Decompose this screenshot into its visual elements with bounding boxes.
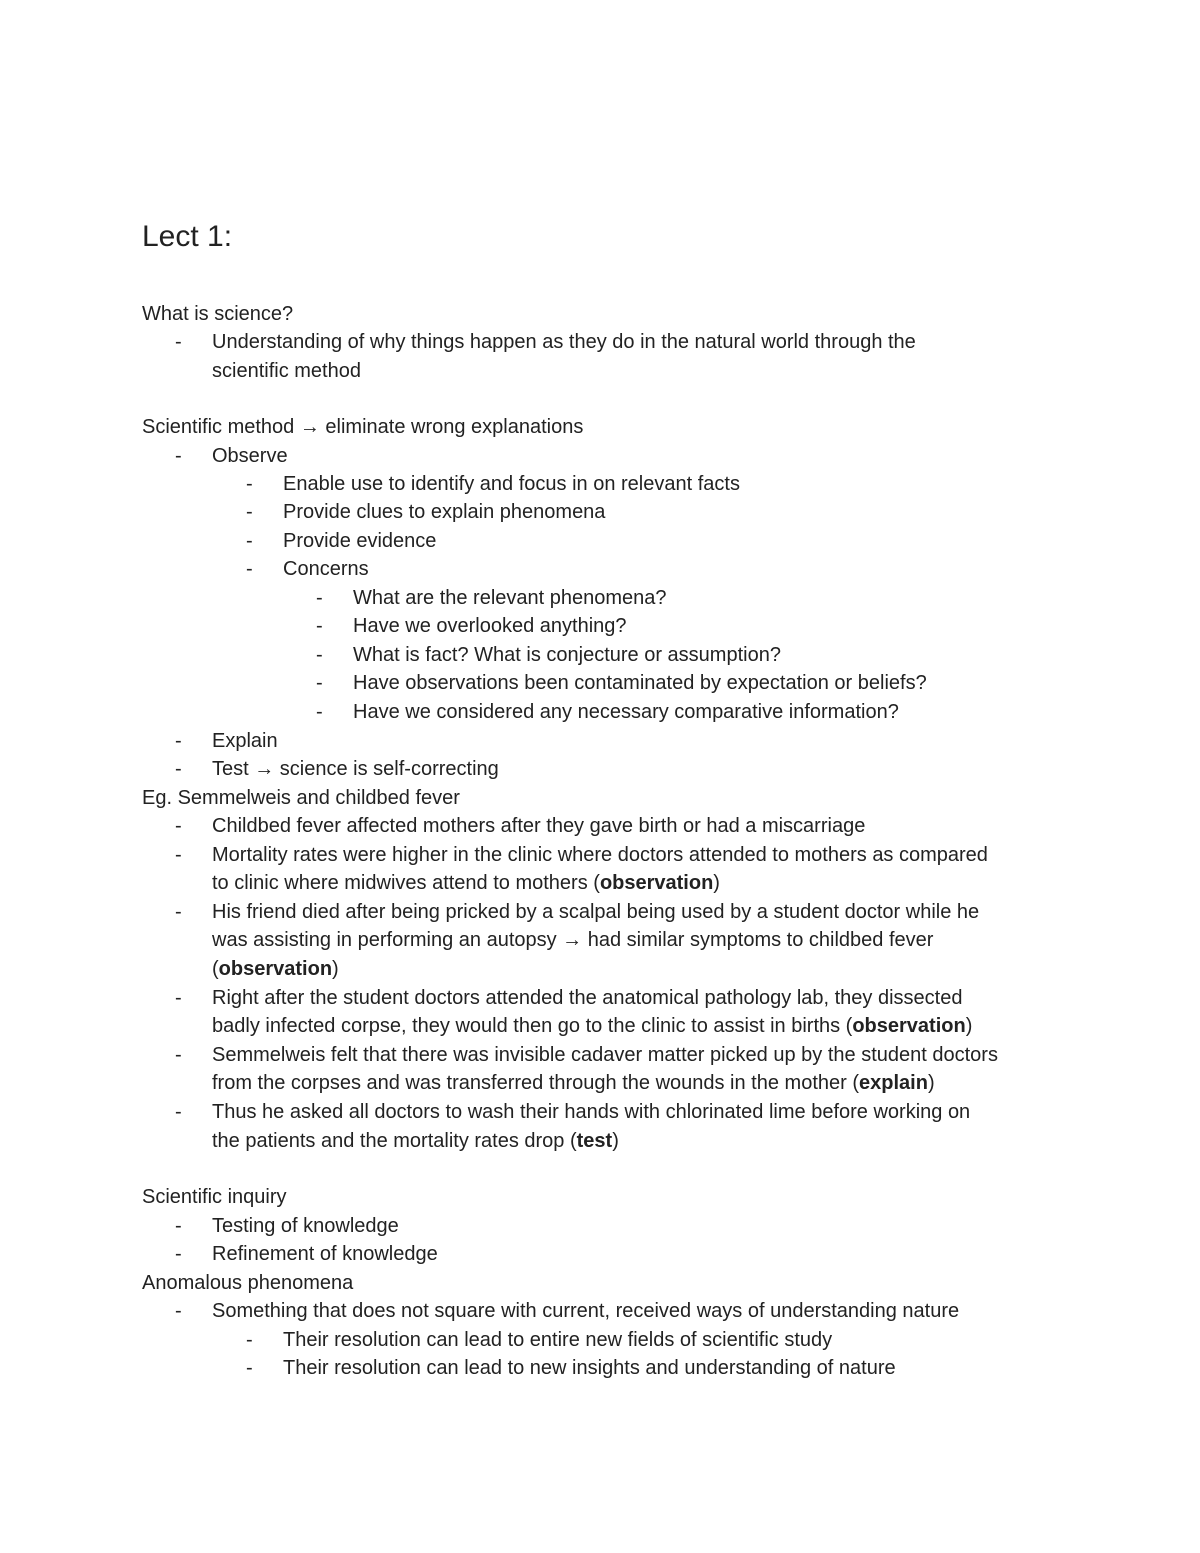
- list-item-continuation: to clinic where midwives attend to mothers (observation): [212, 872, 720, 894]
- list-item-continuation: badly infected corpse, they would then go to the clinic to assist in births (observation): [212, 1015, 973, 1037]
- list-item: - Right after the student doctors attended the anatomical pathology lab, they dissected: [175, 987, 963, 1009]
- list-item: - Their resolution can lead to entire new fields of scientific study: [246, 1329, 833, 1351]
- list-item: - Have observations been contaminated by expectation or beliefs?: [316, 672, 927, 694]
- list-item-continuation: (observation): [212, 958, 339, 980]
- list-item: - Testing of knowledge: [175, 1215, 399, 1237]
- heading-anomalous-phenomena: Anomalous phenomena: [142, 1272, 354, 1294]
- list-item: - Enable use to identify and focus in on relevant facts: [246, 473, 740, 495]
- list-item: - Semmelweis felt that there was invisible cadaver matter picked up by the student doctors: [175, 1044, 998, 1066]
- list-item: - What is fact? What is conjecture or assumption?: [316, 644, 781, 666]
- list-item-observe: - Observe: [175, 445, 288, 467]
- list-item-continuation: the patients and the mortality rates drop (test): [212, 1130, 619, 1152]
- list-item: - Their resolution can lead to new insights and understanding of nature: [246, 1357, 896, 1379]
- list-item: - Childbed fever affected mothers after they gave birth or had a miscarriage: [175, 815, 866, 837]
- list-item: - What are the relevant phenomena?: [316, 587, 667, 609]
- list-item-continuation: from the corpses and was transferred through the wounds in the mother (explain): [212, 1072, 935, 1094]
- list-item: - Mortality rates were higher in the clinic where doctors attended to mothers as compared: [175, 844, 988, 866]
- heading-scientific-inquiry: Scientific inquiry: [142, 1186, 287, 1208]
- list-item: - Thus he asked all doctors to wash their hands with chlorinated lime before working on: [175, 1101, 971, 1123]
- heading-scientific-method: Scientific method → eliminate wrong explanations: [142, 416, 584, 438]
- list-item: - Refinement of knowledge: [175, 1243, 438, 1265]
- list-item-continuation: was assisting in performing an autopsy → had similar symptoms to childbed fever: [212, 929, 934, 951]
- list-item: - Have we overlooked anything?: [316, 615, 627, 637]
- page-title: Lect 1:: [142, 220, 233, 253]
- list-item: - Something that does not square with current, received ways of understanding nature: [175, 1300, 960, 1322]
- list-item-test: - Test → science is self-correcting: [175, 758, 499, 780]
- heading-example: Eg. Semmelweis and childbed fever: [142, 787, 460, 809]
- list-item: - Understanding of why things happen as they do in the natural world through the: [175, 331, 916, 353]
- heading-what-is-science: What is science?: [142, 303, 294, 325]
- list-item: - Have we considered any necessary comparative information?: [316, 701, 899, 723]
- list-item-explain: - Explain: [175, 730, 278, 752]
- list-item: - Provide clues to explain phenomena: [246, 501, 606, 523]
- list-item: - Provide evidence: [246, 530, 437, 552]
- list-item-continuation: scientific method: [212, 360, 361, 382]
- list-item-concerns: - Concerns: [246, 558, 369, 580]
- list-item: - His friend died after being pricked by a scalpal being used by a student doctor while he: [175, 901, 980, 923]
